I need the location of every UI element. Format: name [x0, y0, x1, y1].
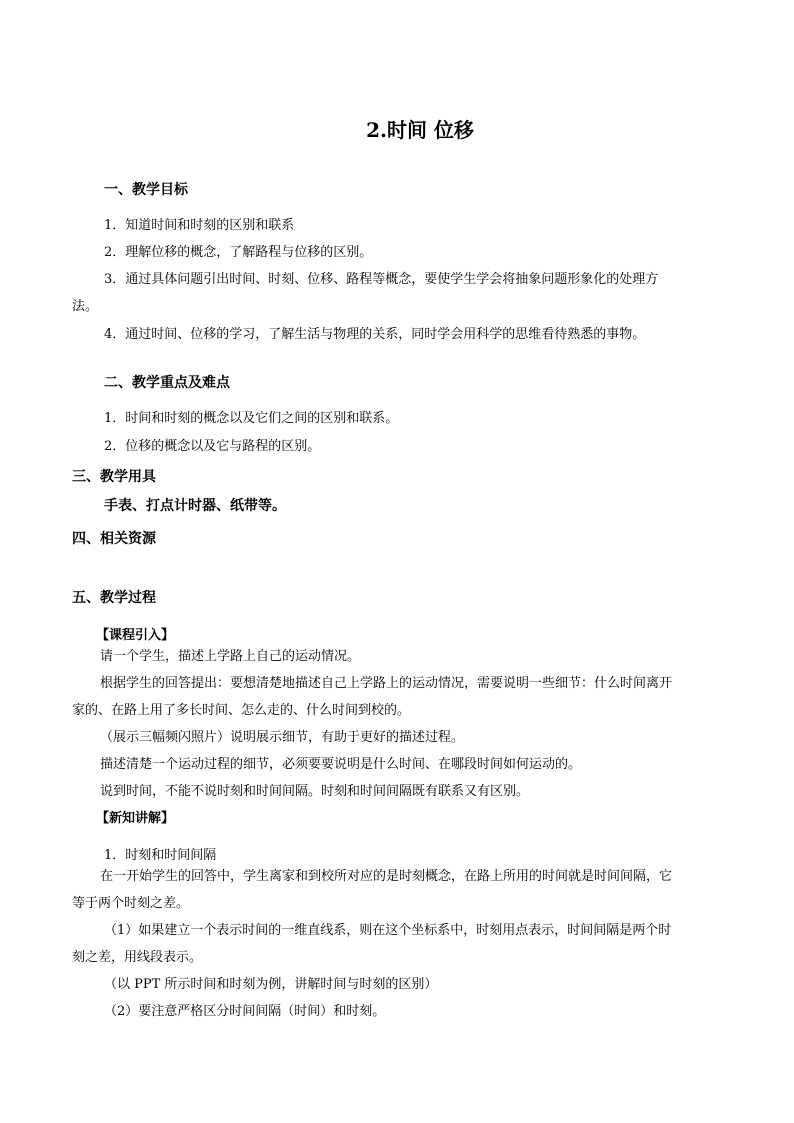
section-heading-process: 五、教学过程 — [72, 590, 156, 606]
new-knowledge-line-continued: 等于两个时刻之差。 — [72, 896, 190, 911]
objective-item: 4．通过时间、位移的学习，了解生活与物理的关系，同时学会用科学的思维看待熟悉的事物。 — [104, 327, 646, 342]
objective-item: 1．知道时间和时刻的区别和联系 — [104, 218, 295, 233]
intro-line: 说到时间，不能不说时刻和时间间隔。时刻和时间间隔既有联系又有区别。 — [100, 784, 530, 799]
intro-line: （展示三幅频闪照片）说明展示细节，有助于更好的描述过程。 — [100, 730, 465, 745]
new-knowledge-line-continued: 刻之差，用线段表示。 — [72, 950, 203, 965]
section-heading-objectives: 一、教学目标 — [104, 182, 188, 198]
page-title: 2.时间 位移 — [366, 118, 474, 142]
section-heading-tools: 三、教学用具 — [72, 469, 156, 485]
new-knowledge-label: 【新知讲解】 — [96, 811, 175, 826]
new-knowledge-line: （1）如果建立一个表示时间的一维直线系，则在这个坐标系中，时刻用点表示，时间间隔是两个时 — [104, 923, 672, 938]
section-heading-key-points: 二、教学重点及难点 — [104, 375, 230, 391]
intro-line: 描述清楚一个运动过程的细节，必须要要说明是什么时间、在哪段时间如何运动的。 — [100, 757, 582, 772]
objective-item: 3．通过具体问题引出时间、时刻、位移、路程等概念，要使学生学会将抽象问题形象化的处理方 — [104, 272, 659, 287]
intro-label: 【课程引入】 — [96, 628, 175, 643]
new-knowledge-line: （以 PPT 所示时间和时刻为例，讲解时间与时刻的区别） — [104, 977, 438, 992]
section-heading-resources: 四、相关资源 — [72, 531, 156, 547]
intro-line-continued: 家的、在路上用了多长时间、怎么走的、什么时间到校的。 — [72, 703, 411, 718]
key-point-item: 2．位移的概念以及它与路程的区别。 — [104, 439, 321, 454]
intro-line: 根据学生的回答提出：要想清楚地描述自己上学路上的运动情况，需要说明一些细节：什么时间离开 — [100, 676, 673, 691]
new-knowledge-line: （2）要注意严格区分时间间隔（时间）和时刻。 — [104, 1004, 386, 1019]
key-point-item: 1．时间和时刻的概念以及它们之间的区别和联系。 — [104, 411, 399, 426]
new-knowledge-line: 在一开始学生的回答中，学生离家和到校所对应的是时刻概念，在路上所用的时间就是时间间隔，它 — [100, 869, 673, 884]
tools-content: 手表、打点计时器、纸带等。 — [104, 498, 286, 514]
subsection-heading: 1．时刻和时间间隔 — [104, 848, 217, 863]
objective-item-continued: 法。 — [72, 299, 99, 314]
intro-line: 请一个学生，描述上学路上自己的运动情况。 — [100, 649, 361, 664]
objective-item: 2．理解位移的概念，了解路程与位移的区别。 — [104, 245, 373, 260]
